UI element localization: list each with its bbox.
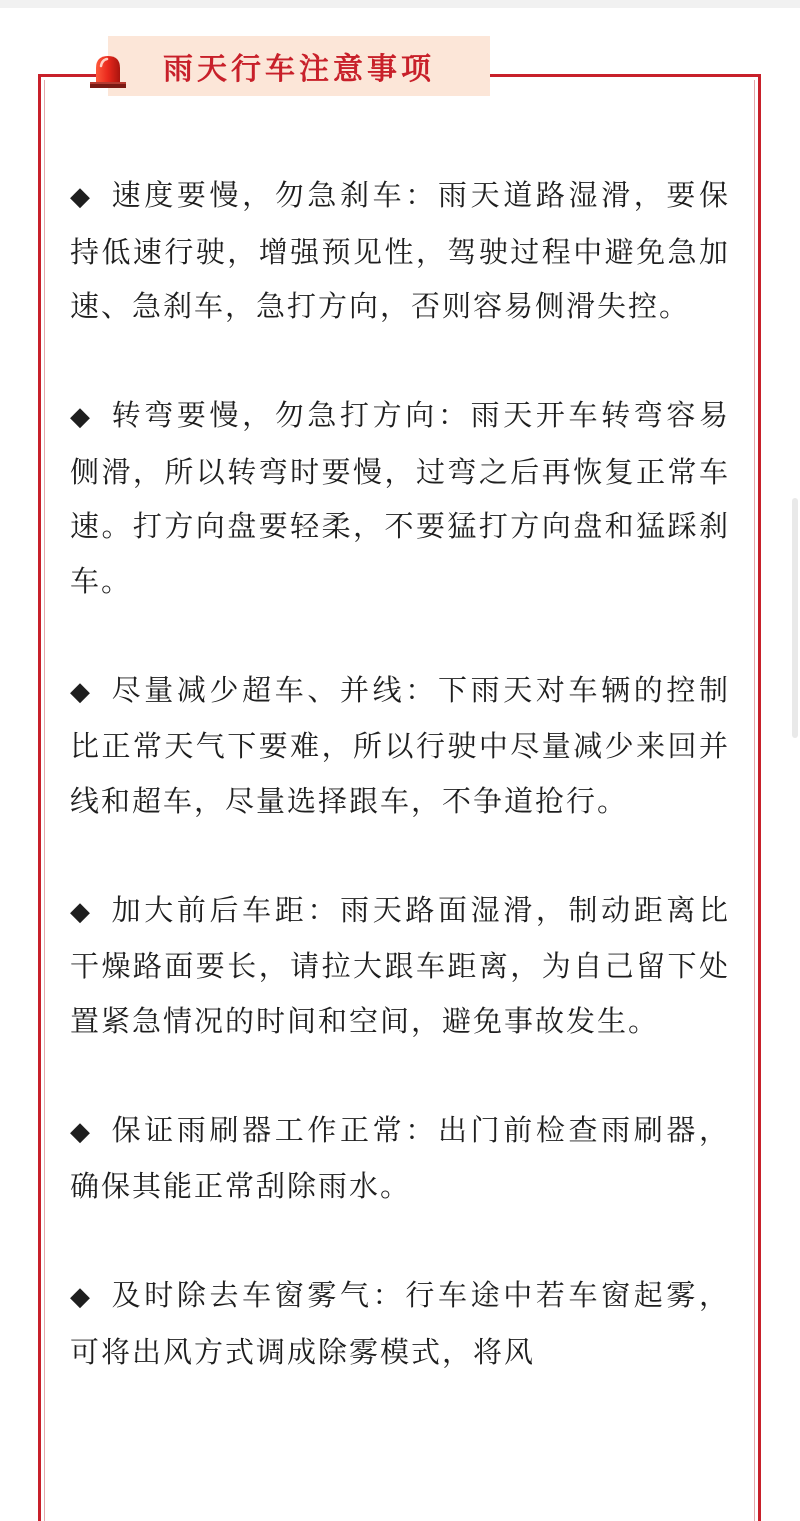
title-banner bbox=[108, 36, 490, 96]
tip-label: 尽量减少超车、并线： bbox=[111, 672, 438, 707]
diamond-bullet-icon: ◆ bbox=[70, 402, 94, 432]
diamond-bullet-icon: ◆ bbox=[70, 676, 94, 707]
tips-list bbox=[70, 168, 730, 1434]
tip-text: 雨天路面湿滑，制动距离比干燥路面要长，请拉大跟车距离，为自己留下处置紧急情况的时间和空间，避免事故发生。 bbox=[70, 892, 730, 1038]
tip-text: 雨天开车转弯容易侧滑，所以转弯时要慢，过弯之后再恢复正常车速。打方向盘要轻柔，不要猛打方向盘和猛踩刹车。 bbox=[70, 398, 730, 598]
tip-item bbox=[70, 1268, 730, 1379]
tip-text: 下雨天对车辆的控制比正常天气下要难，所以行驶中尽量减少来回并线和超车，尽量选择跟车，不争道抢行。 bbox=[70, 672, 730, 818]
tip-item bbox=[70, 388, 730, 608]
diamond-bullet-icon: ◆ bbox=[70, 182, 94, 212]
tip-label: 保证雨刷器工作正常： bbox=[111, 1112, 438, 1147]
diamond-bullet-icon: ◆ bbox=[70, 896, 94, 927]
tip-label: 及时除去车窗雾气： bbox=[111, 1278, 406, 1312]
tip-label: 加大前后车距： bbox=[111, 892, 341, 927]
tip-label: 速度要慢，勿急刹车： bbox=[111, 178, 438, 212]
tip-item bbox=[70, 883, 730, 1049]
top-edge bbox=[0, 0, 800, 8]
siren-icon bbox=[86, 48, 130, 92]
diamond-bullet-icon: ◆ bbox=[70, 1282, 94, 1312]
tip-item bbox=[70, 663, 730, 829]
tip-label: 转弯要慢，勿急打方向： bbox=[111, 398, 471, 432]
scrollbar[interactable] bbox=[792, 498, 798, 738]
tip-text: 出门前检查雨刷器，确保其能正常刮除雨水。 bbox=[70, 1112, 730, 1203]
page-title: 雨天行车注意事项 bbox=[163, 52, 435, 87]
tip-text: 行车途中若车窗起雾，可将出风方式调成除雾模式，将风 bbox=[70, 1278, 730, 1369]
diamond-bullet-icon: ◆ bbox=[70, 1116, 94, 1147]
tip-item bbox=[70, 168, 730, 334]
tip-item bbox=[70, 1103, 730, 1214]
tip-text: 雨天道路湿滑，要保持低速行驶，增强预见性，驾驶过程中避免急加速、急刹车，急打方向，否则容易侧滑失控。 bbox=[70, 178, 730, 323]
